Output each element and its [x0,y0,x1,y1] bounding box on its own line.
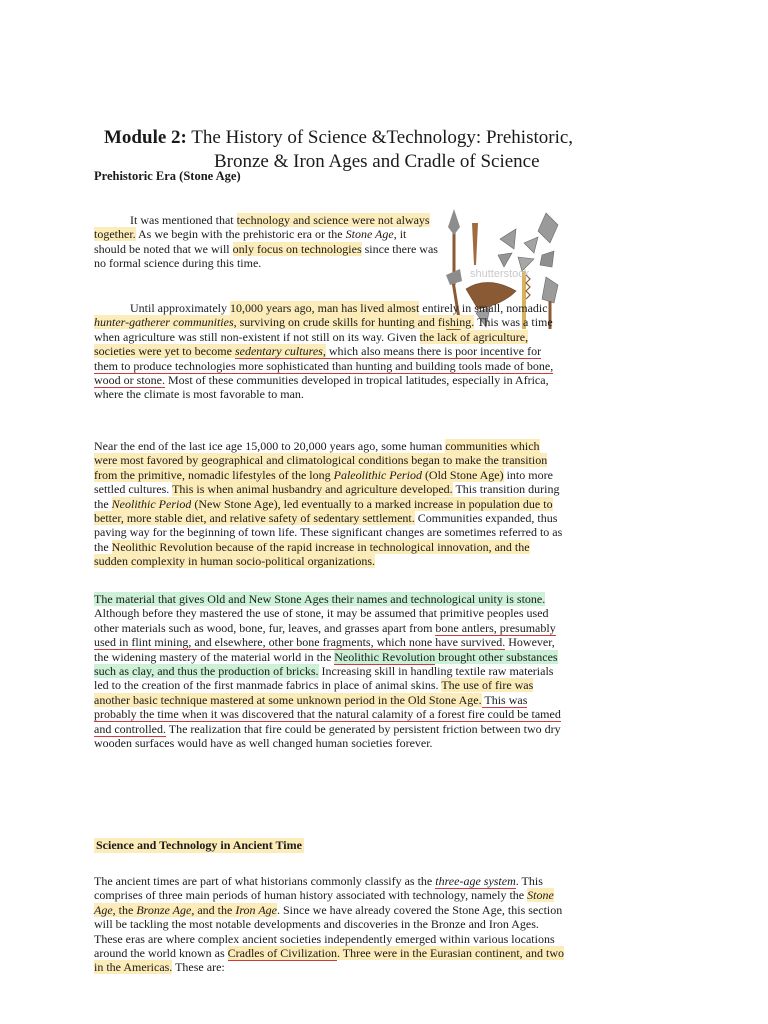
title-line-1: The History of Science &Technology: Prehistoric, [191,127,574,148]
paragraph-1: It was mentioned that technology and science were not always together. As we begin with the prehistoric era or the Stone Age, it should be noted that we will only focus on technologies since there was no formal science during this time. [94,213,438,271]
title-line-2: Bronze & Iron Ages and Cradle of Science [214,151,540,172]
paragraph-2: Until approximately 10,000 years ago, man has lived almost entirely in small, nomadic hunter-gatherer communities, surviving on crude skills for hunting and fishing. This was a time when agriculture was still non-existent if not still on its way. Given the lack of agriculture, societies were yet to become sedentary cultures, which also means there is poor incentive for them to produce technologies more sophisticated than hunting and building tools made of bone, wood or stone. Most of these communities developed in tropical latitudes, especially in Africa, where the climate is most favorable to man. [94,301,554,402]
paragraph-4: The material that gives Old and New Stone Ages their names and technological unity is stone. Although before they mastered the use of stone, it may be assumed that primitive peoples used other materials such as wood, bone, fur, leaves, and grasses apart from bone antlers, presumably used in flint mining, and elsewhere, other bone fragments, which none have survived. However, the widening mastery of the material world in the Neolithic Revolution brought other substances such as clay, and thus the production of bricks. Increasing skill in handling textile raw materials led to the creation of the first manmade fabrics in place of animal skins. The use of fire was another basic technique mastered at some unknown period in the Old Stone Age. This was probably the time when it was discovered that the natural calamity of a forest fire could be tamed and controlled. The realization that fire could be generated by persistent friction between two dry wooden surfaces would have as well changed human societies forever. [94,592,561,751]
paragraph-5: The ancient times are part of what historians commonly classify as the three-age system. This comprises of three main periods of human history associated with technology, namely the Stone Age, the Bronze Age, and the Iron Age. Since we have already covered the Stone Age, this section will be tackling the most notable developments and discoveries in the Bronze and Iron Ages. These eras are where complex ancient societies independently emerged within various locations around the world known as Cradles of Civilization. Three were in the Eurasian continent, and two in the Americas. These are: [94,874,564,975]
page-title [104,126,624,174]
section-heading-ancient: Science and Technology in Ancient Time [96,838,302,852]
module-label: Module 2: [104,127,187,148]
section-heading-prehistoric: Prehistoric Era (Stone Age) [94,169,241,183]
watermark-text: shutterstock [470,268,530,280]
paragraph-3: Near the end of the last ice age 15,000 to 20,000 years ago, some human communities which were most favored by geographical and climatological conditions began to make the transition from the primitive, nomadic lifestyles of the long Paleolithic Period (Old Stone Age) into more settled cultures. This is when animal husbandry and agriculture developed. This transition during the Neolithic Period (New Stone Age), led eventually to a marked increase in population due to better, more stable diet, and relative safety of sedentary settlement. Communities expanded, thus paving way for the beginning of town life. These significant changes are sometimes referred to as the Neolithic Revolution because of the rapid increase in technological innovation, and the sudden complexity in human socio-political organizations. [94,439,563,569]
